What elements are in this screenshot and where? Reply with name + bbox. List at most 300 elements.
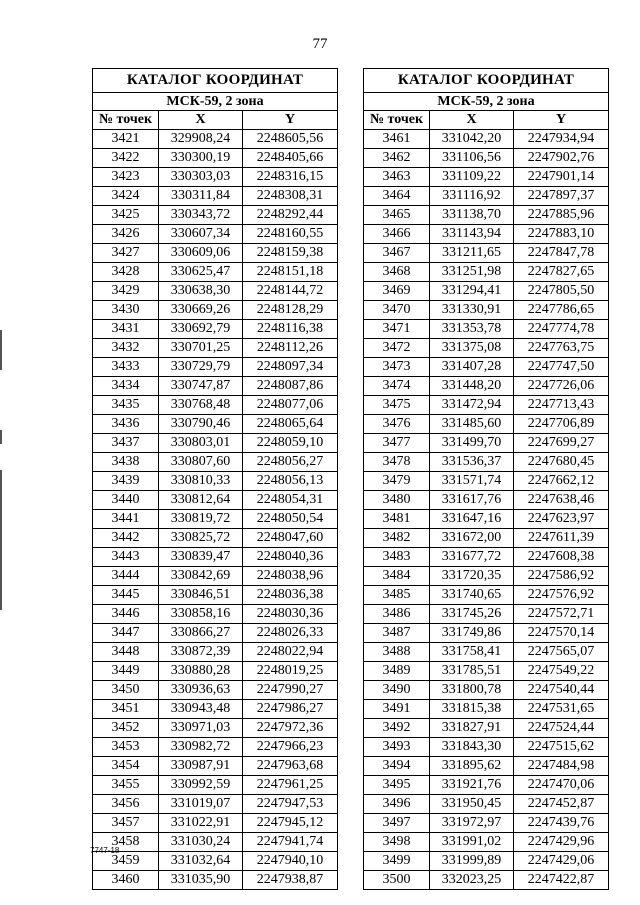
cell-y: 2247901,14 bbox=[514, 168, 609, 187]
table-row bbox=[93, 700, 338, 719]
cell-y: 2247565,07 bbox=[514, 643, 609, 662]
cell-point-number: 3484 bbox=[364, 567, 430, 586]
column-header-y: Y bbox=[514, 111, 609, 130]
cell-y: 2248047,60 bbox=[243, 529, 338, 548]
cell-y: 2247572,71 bbox=[514, 605, 609, 624]
table-row bbox=[364, 529, 609, 548]
cell-x: 331042,20 bbox=[430, 130, 514, 149]
cell-y: 2247902,76 bbox=[514, 149, 609, 168]
cell-x: 331536,37 bbox=[430, 453, 514, 472]
table-row bbox=[364, 187, 609, 206]
cell-y: 2247576,92 bbox=[514, 586, 609, 605]
cell-point-number: 3448 bbox=[93, 643, 159, 662]
cell-x: 331991,02 bbox=[430, 833, 514, 852]
cell-point-number: 3498 bbox=[364, 833, 430, 852]
table-row bbox=[364, 149, 609, 168]
cell-y: 2248056,13 bbox=[243, 472, 338, 491]
table-row bbox=[93, 206, 338, 225]
cell-point-number: 3487 bbox=[364, 624, 430, 643]
cell-y: 2248160,55 bbox=[243, 225, 338, 244]
coordinate-catalog-table-left bbox=[92, 68, 338, 890]
cell-y: 2247747,50 bbox=[514, 358, 609, 377]
table-row bbox=[93, 472, 338, 491]
cell-y: 2247429,06 bbox=[514, 852, 609, 871]
cell-y: 2248038,96 bbox=[243, 567, 338, 586]
cell-y: 2247570,14 bbox=[514, 624, 609, 643]
cell-point-number: 3473 bbox=[364, 358, 430, 377]
cell-x: 331999,89 bbox=[430, 852, 514, 871]
cell-y: 2248022,94 bbox=[243, 643, 338, 662]
cell-x: 330866,27 bbox=[159, 624, 243, 643]
cell-y: 2247805,50 bbox=[514, 282, 609, 301]
table-row bbox=[93, 320, 338, 339]
cell-y: 2248019,25 bbox=[243, 662, 338, 681]
cell-point-number: 3469 bbox=[364, 282, 430, 301]
cell-x: 330858,16 bbox=[159, 605, 243, 624]
cell-point-number: 3425 bbox=[93, 206, 159, 225]
cell-y: 2248026,33 bbox=[243, 624, 338, 643]
cell-y: 2248159,38 bbox=[243, 244, 338, 263]
table-row bbox=[364, 434, 609, 453]
cell-x: 330839,47 bbox=[159, 548, 243, 567]
cell-point-number: 3480 bbox=[364, 491, 430, 510]
cell-x: 330987,91 bbox=[159, 757, 243, 776]
cell-x: 331448,20 bbox=[430, 377, 514, 396]
cell-x: 330607,34 bbox=[159, 225, 243, 244]
cell-y: 2247452,87 bbox=[514, 795, 609, 814]
table-row bbox=[364, 282, 609, 301]
cell-y: 2247429,96 bbox=[514, 833, 609, 852]
table-row bbox=[93, 548, 338, 567]
cell-point-number: 3474 bbox=[364, 377, 430, 396]
cell-x: 330846,51 bbox=[159, 586, 243, 605]
cell-y: 2248087,86 bbox=[243, 377, 338, 396]
cell-x: 331109,22 bbox=[430, 168, 514, 187]
cell-y: 2248292,44 bbox=[243, 206, 338, 225]
cell-x: 331815,38 bbox=[430, 700, 514, 719]
cell-y: 2247763,75 bbox=[514, 339, 609, 358]
cell-point-number: 3460 bbox=[93, 871, 159, 890]
cell-y: 2247608,38 bbox=[514, 548, 609, 567]
table-row bbox=[364, 339, 609, 358]
table-row bbox=[364, 453, 609, 472]
cell-point-number: 3440 bbox=[93, 491, 159, 510]
cell-y: 2247422,87 bbox=[514, 871, 609, 890]
cell-point-number: 3450 bbox=[93, 681, 159, 700]
cell-point-number: 3451 bbox=[93, 700, 159, 719]
cell-x: 331758,41 bbox=[430, 643, 514, 662]
cell-point-number: 3456 bbox=[93, 795, 159, 814]
cell-point-number: 3445 bbox=[93, 586, 159, 605]
cell-x: 330692,79 bbox=[159, 320, 243, 339]
table-row bbox=[93, 738, 338, 757]
table-row bbox=[364, 662, 609, 681]
table-row bbox=[93, 681, 338, 700]
cell-point-number: 3470 bbox=[364, 301, 430, 320]
cell-y: 2248036,38 bbox=[243, 586, 338, 605]
cell-y: 2248144,72 bbox=[243, 282, 338, 301]
cell-point-number: 3468 bbox=[364, 263, 430, 282]
cell-point-number: 3483 bbox=[364, 548, 430, 567]
table-row bbox=[364, 377, 609, 396]
cell-y: 2247986,27 bbox=[243, 700, 338, 719]
cell-x: 330701,25 bbox=[159, 339, 243, 358]
cell-point-number: 3432 bbox=[93, 339, 159, 358]
cell-y: 2247966,23 bbox=[243, 738, 338, 757]
cell-point-number: 3477 bbox=[364, 434, 430, 453]
cell-x: 331672,00 bbox=[430, 529, 514, 548]
table-row bbox=[364, 776, 609, 795]
cell-point-number: 3476 bbox=[364, 415, 430, 434]
cell-x: 331472,94 bbox=[430, 396, 514, 415]
table-row bbox=[364, 301, 609, 320]
cell-x: 330812,64 bbox=[159, 491, 243, 510]
cell-x: 331030,24 bbox=[159, 833, 243, 852]
table-row bbox=[364, 833, 609, 852]
table-row bbox=[93, 567, 338, 586]
table-row bbox=[364, 738, 609, 757]
table-row bbox=[364, 567, 609, 586]
cell-point-number: 3434 bbox=[93, 377, 159, 396]
cell-x: 331106,56 bbox=[430, 149, 514, 168]
table-row bbox=[364, 871, 609, 890]
cell-x: 332023,25 bbox=[430, 871, 514, 890]
cell-x: 330936,63 bbox=[159, 681, 243, 700]
cell-point-number: 3463 bbox=[364, 168, 430, 187]
cell-x: 330992,59 bbox=[159, 776, 243, 795]
cell-x: 330729,79 bbox=[159, 358, 243, 377]
table-row bbox=[364, 415, 609, 434]
cell-x: 331647,16 bbox=[430, 510, 514, 529]
cell-y: 2247470,06 bbox=[514, 776, 609, 795]
cell-x: 331617,76 bbox=[430, 491, 514, 510]
cell-x: 331800,78 bbox=[430, 681, 514, 700]
cell-y: 2247706,89 bbox=[514, 415, 609, 434]
cell-point-number: 3464 bbox=[364, 187, 430, 206]
cell-x: 330943,48 bbox=[159, 700, 243, 719]
cell-y: 2247713,43 bbox=[514, 396, 609, 415]
table-row bbox=[93, 168, 338, 187]
cell-point-number: 3446 bbox=[93, 605, 159, 624]
scan-edge-mark bbox=[0, 330, 2, 370]
cell-x: 331720,35 bbox=[430, 567, 514, 586]
table-row bbox=[364, 225, 609, 244]
cell-point-number: 3475 bbox=[364, 396, 430, 415]
cell-y: 2247945,12 bbox=[243, 814, 338, 833]
table-row bbox=[93, 852, 338, 871]
cell-y: 2247934,94 bbox=[514, 130, 609, 149]
cell-x: 330872,39 bbox=[159, 643, 243, 662]
table-row bbox=[93, 130, 338, 149]
cell-point-number: 3421 bbox=[93, 130, 159, 149]
cell-x: 331485,60 bbox=[430, 415, 514, 434]
cell-point-number: 3466 bbox=[364, 225, 430, 244]
cell-x: 331677,72 bbox=[430, 548, 514, 567]
cell-x: 331022,91 bbox=[159, 814, 243, 833]
cell-x: 331032,64 bbox=[159, 852, 243, 871]
cell-x: 331407,28 bbox=[430, 358, 514, 377]
table-row bbox=[93, 605, 338, 624]
cell-y: 2248316,15 bbox=[243, 168, 338, 187]
cell-x: 330825,72 bbox=[159, 529, 243, 548]
table-row bbox=[93, 301, 338, 320]
table-row bbox=[93, 510, 338, 529]
table-row bbox=[364, 320, 609, 339]
table-row bbox=[364, 624, 609, 643]
cell-x: 330819,72 bbox=[159, 510, 243, 529]
cell-point-number: 3457 bbox=[93, 814, 159, 833]
cell-point-number: 3467 bbox=[364, 244, 430, 263]
cell-x: 330669,26 bbox=[159, 301, 243, 320]
cell-y: 2247941,74 bbox=[243, 833, 338, 852]
cell-point-number: 3492 bbox=[364, 719, 430, 738]
cell-point-number: 3488 bbox=[364, 643, 430, 662]
scan-edge-mark bbox=[0, 470, 2, 610]
cell-point-number: 3444 bbox=[93, 567, 159, 586]
cell-y: 2248097,34 bbox=[243, 358, 338, 377]
cell-point-number: 3437 bbox=[93, 434, 159, 453]
table-row bbox=[93, 586, 338, 605]
cell-y: 2247484,98 bbox=[514, 757, 609, 776]
cell-point-number: 3471 bbox=[364, 320, 430, 339]
cell-point-number: 3442 bbox=[93, 529, 159, 548]
cell-point-number: 3465 bbox=[364, 206, 430, 225]
cell-point-number: 3490 bbox=[364, 681, 430, 700]
table-row bbox=[93, 434, 338, 453]
cell-x: 331375,08 bbox=[430, 339, 514, 358]
column-header-x: X bbox=[430, 111, 514, 130]
cell-x: 331740,65 bbox=[430, 586, 514, 605]
cell-y: 2247726,06 bbox=[514, 377, 609, 396]
cell-x: 331353,78 bbox=[430, 320, 514, 339]
cell-y: 2247524,44 bbox=[514, 719, 609, 738]
cell-x: 331019,07 bbox=[159, 795, 243, 814]
cell-x: 331251,98 bbox=[430, 263, 514, 282]
cell-point-number: 3452 bbox=[93, 719, 159, 738]
cell-x: 331330,91 bbox=[430, 301, 514, 320]
cell-point-number: 3443 bbox=[93, 548, 159, 567]
table-row bbox=[93, 263, 338, 282]
table-row bbox=[93, 662, 338, 681]
table-row bbox=[364, 491, 609, 510]
cell-y: 2247961,25 bbox=[243, 776, 338, 795]
cell-y: 2248054,31 bbox=[243, 491, 338, 510]
cell-point-number: 3439 bbox=[93, 472, 159, 491]
table-row bbox=[364, 814, 609, 833]
table-row bbox=[364, 472, 609, 491]
table-row bbox=[93, 377, 338, 396]
cell-y: 2248405,66 bbox=[243, 149, 338, 168]
table-row bbox=[93, 529, 338, 548]
cell-point-number: 3433 bbox=[93, 358, 159, 377]
table-subtitle: МСК-59, 2 зона bbox=[364, 93, 609, 111]
table-row bbox=[364, 681, 609, 700]
cell-y: 2247549,22 bbox=[514, 662, 609, 681]
cell-x: 330971,03 bbox=[159, 719, 243, 738]
cell-point-number: 3436 bbox=[93, 415, 159, 434]
table-row bbox=[93, 396, 338, 415]
cell-point-number: 3496 bbox=[364, 795, 430, 814]
table-title: КАТАЛОГ КООРДИНАТ bbox=[93, 69, 338, 93]
table-row bbox=[93, 833, 338, 852]
cell-point-number: 3438 bbox=[93, 453, 159, 472]
cell-x: 330803,01 bbox=[159, 434, 243, 453]
cell-point-number: 3499 bbox=[364, 852, 430, 871]
cell-x: 330810,33 bbox=[159, 472, 243, 491]
cell-y: 2247897,37 bbox=[514, 187, 609, 206]
cell-y: 2248116,38 bbox=[243, 320, 338, 339]
cell-y: 2247540,44 bbox=[514, 681, 609, 700]
document-code: 7747-18 bbox=[90, 846, 120, 855]
cell-y: 2248065,64 bbox=[243, 415, 338, 434]
table-row bbox=[364, 795, 609, 814]
cell-y: 2248059,10 bbox=[243, 434, 338, 453]
cell-point-number: 3493 bbox=[364, 738, 430, 757]
cell-point-number: 3428 bbox=[93, 263, 159, 282]
cell-point-number: 3426 bbox=[93, 225, 159, 244]
cell-point-number: 3485 bbox=[364, 586, 430, 605]
cell-y: 2247883,10 bbox=[514, 225, 609, 244]
table-row bbox=[364, 358, 609, 377]
cell-x: 330982,72 bbox=[159, 738, 243, 757]
cell-y: 2247586,92 bbox=[514, 567, 609, 586]
cell-x: 330880,28 bbox=[159, 662, 243, 681]
table-row bbox=[364, 168, 609, 187]
cell-point-number: 3472 bbox=[364, 339, 430, 358]
cell-point-number: 3431 bbox=[93, 320, 159, 339]
cell-point-number: 3447 bbox=[93, 624, 159, 643]
cell-x: 331211,65 bbox=[430, 244, 514, 263]
table-row bbox=[364, 719, 609, 738]
cell-y: 2247885,96 bbox=[514, 206, 609, 225]
page-number: 77 bbox=[312, 36, 328, 52]
cell-x: 331972,97 bbox=[430, 814, 514, 833]
cell-x: 331950,45 bbox=[430, 795, 514, 814]
cell-y: 2248040,36 bbox=[243, 548, 338, 567]
table-row bbox=[364, 396, 609, 415]
column-header-x: X bbox=[159, 111, 243, 130]
table-row bbox=[364, 605, 609, 624]
table-row bbox=[93, 187, 338, 206]
cell-y: 2248077,06 bbox=[243, 396, 338, 415]
column-header-point-number: № точек bbox=[93, 111, 159, 130]
cell-x: 330625,47 bbox=[159, 263, 243, 282]
table-row bbox=[93, 719, 338, 738]
cell-x: 330638,30 bbox=[159, 282, 243, 301]
cell-point-number: 3449 bbox=[93, 662, 159, 681]
cell-y: 2247531,65 bbox=[514, 700, 609, 719]
table-row bbox=[93, 415, 338, 434]
cell-x: 330768,48 bbox=[159, 396, 243, 415]
cell-x: 331827,91 bbox=[430, 719, 514, 738]
cell-y: 2247623,97 bbox=[514, 510, 609, 529]
cell-x: 330300,19 bbox=[159, 149, 243, 168]
cell-x: 331895,62 bbox=[430, 757, 514, 776]
table-row bbox=[93, 643, 338, 662]
table-row bbox=[93, 339, 338, 358]
table-title: КАТАЛОГ КООРДИНАТ bbox=[364, 69, 609, 93]
cell-point-number: 3422 bbox=[93, 149, 159, 168]
table-row bbox=[93, 244, 338, 263]
table-row bbox=[364, 757, 609, 776]
cell-y: 2248050,54 bbox=[243, 510, 338, 529]
table-row bbox=[93, 149, 338, 168]
cell-x: 331749,86 bbox=[430, 624, 514, 643]
cell-point-number: 3453 bbox=[93, 738, 159, 757]
cell-x: 329908,24 bbox=[159, 130, 243, 149]
cell-point-number: 3479 bbox=[364, 472, 430, 491]
cell-y: 2247515,62 bbox=[514, 738, 609, 757]
cell-x: 331138,70 bbox=[430, 206, 514, 225]
cell-point-number: 3495 bbox=[364, 776, 430, 795]
cell-y: 2247947,53 bbox=[243, 795, 338, 814]
cell-x: 331116,92 bbox=[430, 187, 514, 206]
cell-point-number: 3482 bbox=[364, 529, 430, 548]
table-row bbox=[93, 871, 338, 890]
column-header-point-number: № точек bbox=[364, 111, 430, 130]
table-subtitle: МСК-59, 2 зона bbox=[93, 93, 338, 111]
cell-y: 2248151,18 bbox=[243, 263, 338, 282]
table-row bbox=[364, 852, 609, 871]
cell-point-number: 3455 bbox=[93, 776, 159, 795]
table-row bbox=[364, 263, 609, 282]
scan-edge-mark bbox=[0, 430, 2, 444]
cell-point-number: 3461 bbox=[364, 130, 430, 149]
cell-x: 331843,30 bbox=[430, 738, 514, 757]
cell-point-number: 3429 bbox=[93, 282, 159, 301]
cell-x: 330609,06 bbox=[159, 244, 243, 263]
coordinate-catalog-table-right bbox=[363, 68, 609, 890]
cell-y: 2247972,36 bbox=[243, 719, 338, 738]
cell-point-number: 3494 bbox=[364, 757, 430, 776]
cell-point-number: 3478 bbox=[364, 453, 430, 472]
cell-point-number: 3500 bbox=[364, 871, 430, 890]
cell-y: 2247638,46 bbox=[514, 491, 609, 510]
cell-point-number: 3486 bbox=[364, 605, 430, 624]
cell-y: 2248605,56 bbox=[243, 130, 338, 149]
cell-y: 2247680,45 bbox=[514, 453, 609, 472]
cell-x: 331921,76 bbox=[430, 776, 514, 795]
table-row bbox=[364, 700, 609, 719]
cell-point-number: 3427 bbox=[93, 244, 159, 263]
cell-x: 331035,90 bbox=[159, 871, 243, 890]
cell-x: 331571,74 bbox=[430, 472, 514, 491]
table-row bbox=[364, 510, 609, 529]
cell-y: 2248112,26 bbox=[243, 339, 338, 358]
cell-point-number: 3435 bbox=[93, 396, 159, 415]
cell-point-number: 3423 bbox=[93, 168, 159, 187]
table-row bbox=[93, 795, 338, 814]
cell-point-number: 3441 bbox=[93, 510, 159, 529]
cell-y: 2247774,78 bbox=[514, 320, 609, 339]
cell-x: 331785,51 bbox=[430, 662, 514, 681]
table-row bbox=[93, 757, 338, 776]
table-row bbox=[93, 358, 338, 377]
cell-y: 2247662,12 bbox=[514, 472, 609, 491]
table-row bbox=[93, 624, 338, 643]
cell-point-number: 3489 bbox=[364, 662, 430, 681]
cell-x: 330343,72 bbox=[159, 206, 243, 225]
cell-y: 2248308,31 bbox=[243, 187, 338, 206]
cell-x: 330790,46 bbox=[159, 415, 243, 434]
table-row bbox=[93, 225, 338, 244]
cell-point-number: 3497 bbox=[364, 814, 430, 833]
cell-point-number: 3462 bbox=[364, 149, 430, 168]
cell-point-number: 3481 bbox=[364, 510, 430, 529]
table-row bbox=[364, 130, 609, 149]
cell-y: 2247611,39 bbox=[514, 529, 609, 548]
column-header-y: Y bbox=[243, 111, 338, 130]
